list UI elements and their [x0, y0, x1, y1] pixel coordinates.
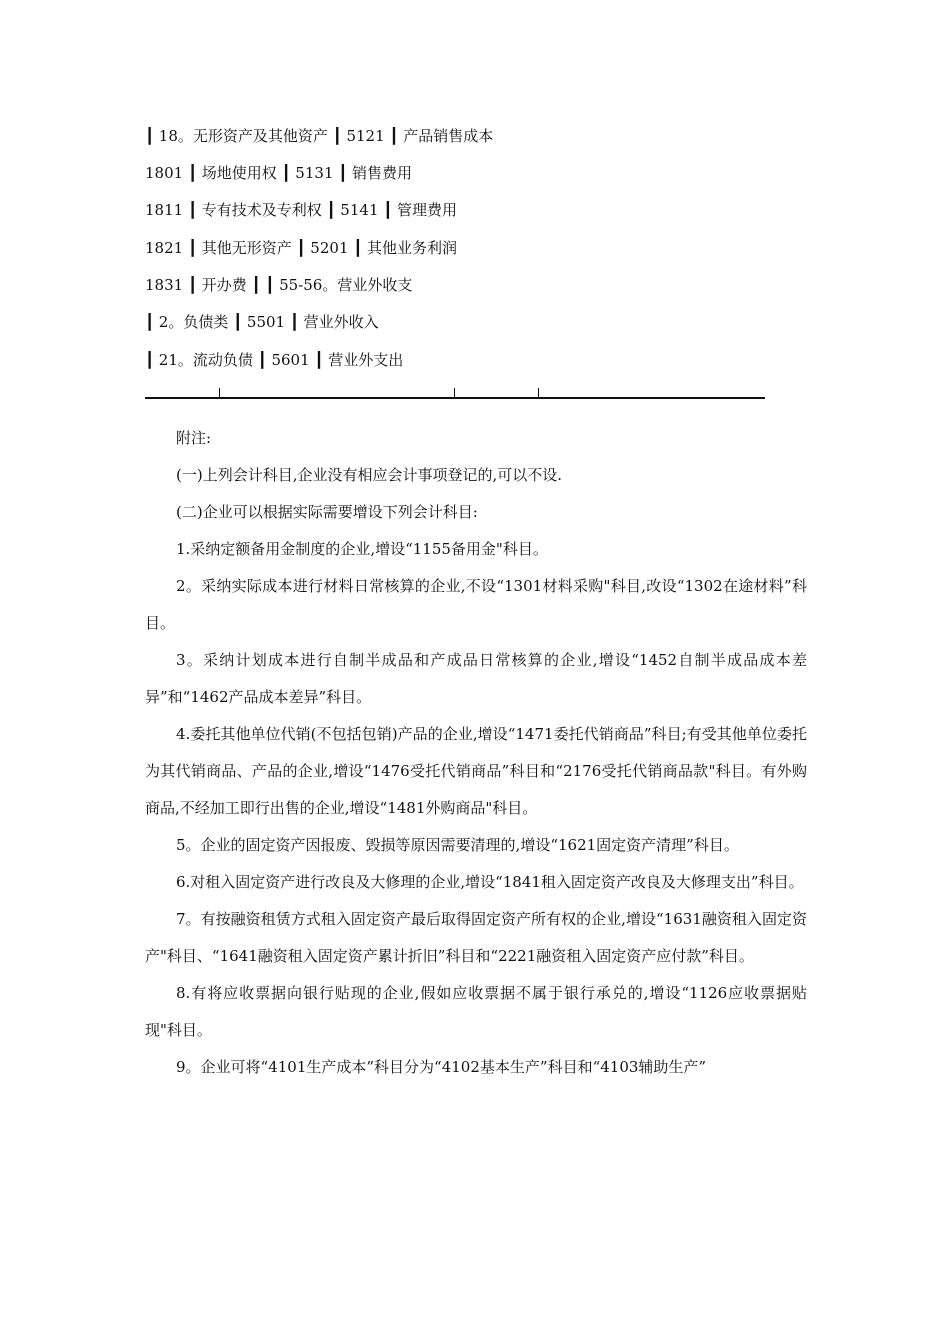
note-paragraph: 1.采纳定额备用金制度的企业,增设“1155备用金"科目。 — [176, 540, 548, 558]
table-row: 1801 ┃ 场地使用权 ┃ 5131 ┃ 销售费用 — [145, 164, 413, 182]
table-row: 1821 ┃ 其他无形资产 ┃ 5201 ┃ 其他业务利润 — [145, 239, 458, 257]
table-row: 1831 ┃ 开办费 ┃ ┃ 55-56。营业外收支 — [145, 276, 413, 294]
table-bottom-rule — [145, 397, 765, 399]
table-column-tick — [219, 388, 220, 397]
note-paragraph: (二)企业可以根据实际需要增设下列会计科目: — [176, 503, 478, 521]
table-row: ┃ 18。无形资产及其他资产 ┃ 5121 ┃ 产品销售成本 — [145, 127, 494, 145]
note-paragraph: 3。采纳计划成本进行自制半成品和产成品日常核算的企业,增设“1452自制半成品成本差异”和“1462产品成本差异”科目。 — [145, 651, 807, 706]
note-paragraph: 5。企业的固定资产因报废、毁损等原因需要清理的,增设“1621固定资产清理”科目。 — [176, 836, 739, 854]
note-paragraph: 6.对租入固定资产进行改良及大修理的企业,增设“1841租入固定资产改良及大修理支出”科目。 — [176, 873, 804, 891]
note-paragraph: 2。采纳实际成本进行材料日常核算的企业,不设“1301材料采购"科目,改设“1302在途材料”科目。 — [145, 577, 807, 632]
note-paragraph: 8.有将应收票据向银行贴现的企业,假如应收票据不属于银行承兑的,增设“1126应收票据贴现"科目。 — [145, 984, 807, 1039]
table-row: ┃ 2。负债类 ┃ 5501 ┃ 营业外收入 — [145, 313, 379, 331]
note-paragraph: 4.委托其他单位代销(不包括包销)产品的企业,增设“1471委托代销商品”科目;有受其他单位委托为其代销商品、产品的企业,增设“1476受托代销商品”科目和“2176受托代销商品款"科目。有外购商品,不经加工即行出售的企业,增设“1481外购商品"科目。 — [145, 725, 807, 817]
table-row: ┃ 21。流动负债 ┃ 5601 ┃ 营业外支出 — [145, 351, 404, 369]
note-paragraph: 7。有按融资租赁方式租入固定资产最后取得固定资产所有权的企业,增设“1631融资租入固定资产"科目、“1641融资租入固定资产累计折旧”科目和“2221融资租入固定资产应付款”科目。 — [145, 910, 807, 965]
table-column-tick — [538, 388, 539, 397]
notes-section — [145, 420, 807, 1086]
notes-heading: 附注: — [176, 429, 212, 447]
note-paragraph: 9。企业可将“4101生产成本”科目分为“4102基本生产”科目和“4103辅助生产” — [176, 1058, 707, 1076]
note-paragraph: (一)上列会计科目,企业没有相应会计事项登记的,可以不设. — [176, 466, 563, 484]
table-column-tick — [454, 388, 455, 397]
table-row: 1811 ┃ 专有技术及专利权 ┃ 5141 ┃ 管理费用 — [145, 201, 458, 219]
